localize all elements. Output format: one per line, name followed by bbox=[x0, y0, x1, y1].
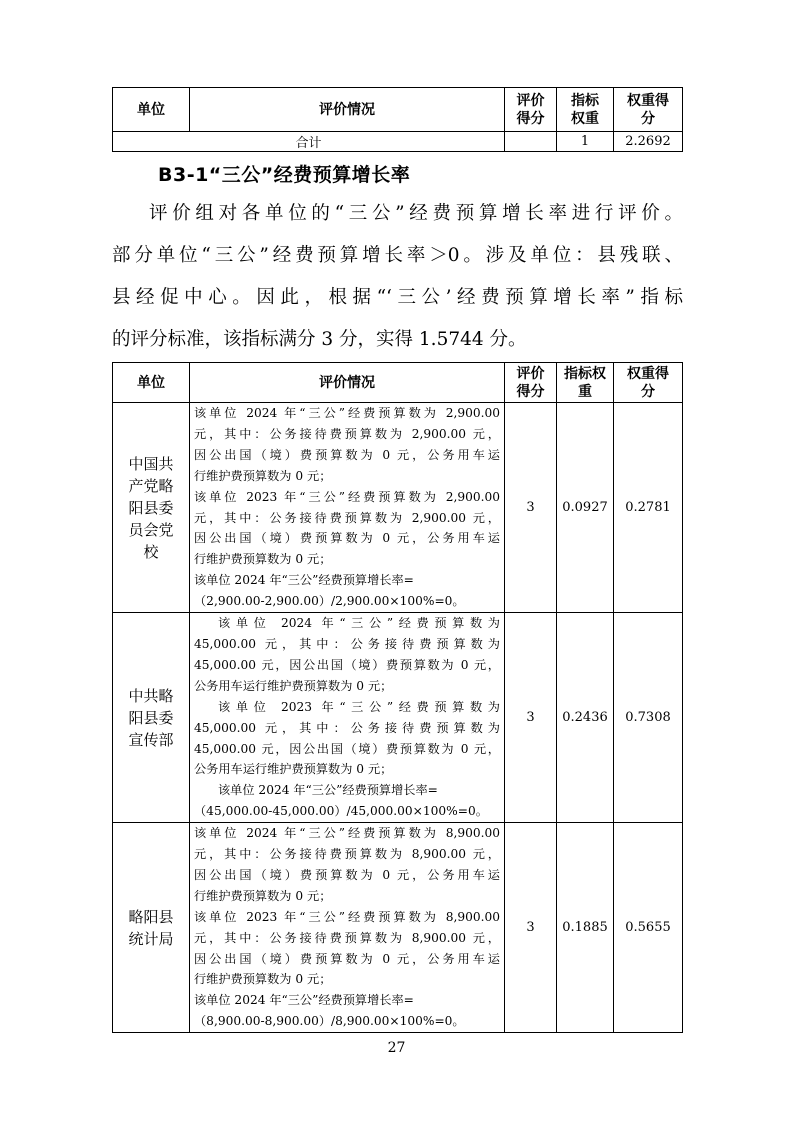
header-weight: 指标权 重 bbox=[557, 363, 614, 403]
section-heading: B3-1“三公”经费预算增长率 bbox=[158, 164, 411, 186]
paragraph-line: 部分单位“三公”经费预算增长率＞0。涉及单位：县残联、 bbox=[112, 245, 683, 266]
evaluation-description: 该单位 2024 年“三公”经费预算数为 2,900.00 元，其中：公务接待费预算数为 2,900.00 元， 因公出国（境）费预算数为 0 元，公务用车运 行维护费预算数为 0 元； 该单位 2023 年“三公”经费预算数为 2,900.00 元，其中：公务接待费预算数为 2,900.00 元， 因公出国（境）费预算数为 0 元，公务用车运 行维护费预算数为 0 元； 该单位 2024 年“三公”经费预算增长率= （2,900.00-2,900.00）/2,900.00×100%=0。 bbox=[190, 403, 505, 613]
header-weight: 指标权重 bbox=[557, 88, 614, 132]
unit-name: 略阳县 统计局 bbox=[113, 823, 190, 1033]
unit-name: 中共略 阳县委 宣传部 bbox=[113, 613, 190, 823]
page-number: 27 bbox=[387, 1040, 406, 1056]
table-header-row bbox=[113, 88, 683, 132]
indicator-weight: 0.2436 bbox=[557, 613, 614, 823]
weighted-score: 0.5655 bbox=[614, 823, 683, 1033]
section-paragraph bbox=[112, 193, 683, 361]
table-row bbox=[113, 613, 683, 823]
header-weighted-score: 权重得 分 bbox=[614, 363, 683, 403]
header-unit: 单位 bbox=[113, 88, 190, 132]
weighted-score: 0.2781 bbox=[614, 403, 683, 613]
indicator-weight: 0.0927 bbox=[557, 403, 614, 613]
evaluation-description: 该单位 2024 年“三公”经费预算数为 45,000.00 元，其中：公务接待费预算数为 45,000.00 元，因公出国（境）费预算数为 0 元， 公务用车运行维护费预算数为 0 元； 该单位 2023 年“三公”经费预算数为 45,000.00 元，其中：公务接待费预算数为 45,000.00 元，因公出国（境）费预算数为 0 元， 公务用车运行维护费预算数为 0 元； 该单位 2024 年“三公”经费预算增长率= （45,000.00-45,000.00）/45,000.00×100%=0。 bbox=[190, 613, 505, 823]
weighted-score: 0.7308 bbox=[614, 613, 683, 823]
evaluation-table bbox=[112, 362, 683, 1033]
total-weight: 1 bbox=[557, 132, 614, 152]
top-summary-table bbox=[112, 87, 683, 152]
evaluation-description: 该单位 2024 年“三公”经费预算数为 8,900.00 元，其中：公务接待费预算数为 8,900.00 元， 因公出国（境）费预算数为 0 元，公务用车运 行维护费预算数为 0 元； 该单位 2023 年“三公”经费预算数为 8,900.00 元，其中：公务接待费预算数为 8,900.00 元， 因公出国（境）费预算数为 0 元，公务用车运 行维护费预算数为 0 元； 该单位 2024 年“三公”经费预算增长率= （8,900.00-8,900.00）/8,900.00×100%=0。 bbox=[190, 823, 505, 1033]
header-score: 评价 得分 bbox=[505, 363, 557, 403]
evaluation-score: 3 bbox=[505, 403, 557, 613]
paragraph-line: 的评分标准，该指标满分 3 分，实得 1.5744 分。 bbox=[112, 329, 527, 350]
paragraph-line: 县经促中心。因此，根据“‘三公’经费预算增长率”指标 bbox=[112, 287, 683, 308]
evaluation-score: 3 bbox=[505, 823, 557, 1033]
header-unit: 单位 bbox=[113, 363, 190, 403]
header-weighted-score: 权重得分 bbox=[614, 88, 683, 132]
unit-name: 中国共 产党略 阳县委 员会党 校 bbox=[113, 403, 190, 613]
total-weighted-score: 2.2692 bbox=[614, 132, 683, 152]
header-evaluation: 评价情况 bbox=[190, 363, 505, 403]
table-row bbox=[113, 403, 683, 613]
table-header-row bbox=[113, 363, 683, 403]
total-label: 合计 bbox=[113, 132, 505, 152]
header-score: 评价得分 bbox=[505, 88, 557, 132]
evaluation-score: 3 bbox=[505, 613, 557, 823]
indicator-weight: 0.1885 bbox=[557, 823, 614, 1033]
header-evaluation: 评价情况 bbox=[190, 88, 505, 132]
total-row bbox=[113, 132, 683, 152]
table-row bbox=[113, 823, 683, 1033]
paragraph-line: 评价组对各单位的“三公”经费预算增长率进行评价。 bbox=[149, 203, 683, 224]
total-score bbox=[505, 132, 557, 152]
